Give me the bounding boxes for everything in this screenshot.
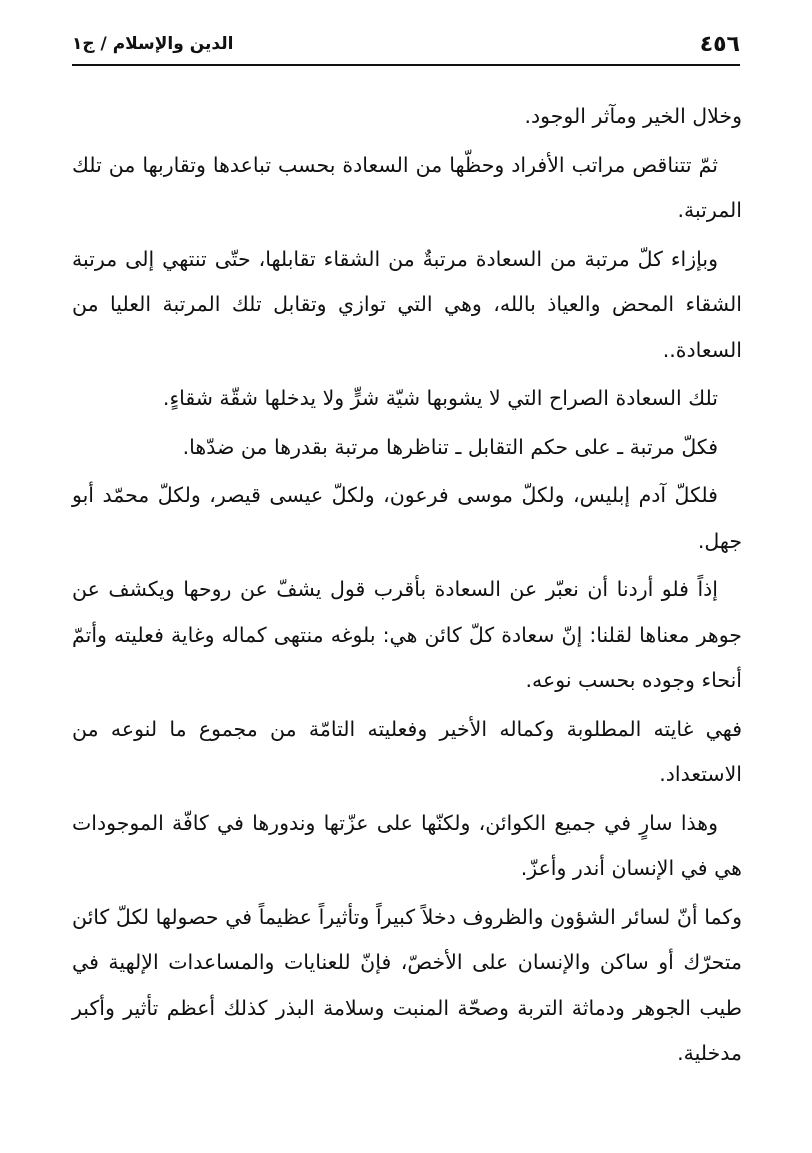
page-header — [72, 30, 740, 60]
running-title: الدين والإسلام / ج١ — [72, 34, 234, 54]
paragraph: ثمّ تتناقص مراتب الأفراد وحظّها من السعادة بحسب تباعدها وتقاربها من تلك المرتبة. — [72, 152, 742, 222]
paragraph: وبإزاء كلّ مرتبة من السعادة مرتبةٌ من الشقاء تقابلها، حتّى تنتهي إلى مرتبة الشقاء المحض والعياذ بالله، وهي التي توازي وتقابل تلك المرتبة العليا من السعادة.. — [72, 246, 742, 362]
paragraph: فكلّ مرتبة ـ على حكم التقابل ـ تناظرها مرتبة بقدرها من ضدّها. — [182, 434, 718, 459]
body-text — [72, 94, 742, 1080]
paragraph: وهذا سارٍ في جميع الكوائن، ولكنّها على عزّتها وندورها في كافّة الموجودات هي في الإنسان أندر وأعزّ. — [72, 810, 742, 880]
paragraph: فلكلّ آدم إبليس، ولكلّ موسى فرعون، ولكلّ عيسى قيصر، ولكلّ محمّد أبو جهل. — [72, 483, 742, 553]
page-number: ٤٥٦ — [699, 32, 740, 57]
paragraph: وخلال الخير ومآثر الوجود. — [524, 104, 742, 128]
paragraph: إذاً فلو أردنا أن نعبّر عن السعادة بأقرب قول يشفّ عن روحها ويكشف عن جوهر معناها لقلنا: إنّ سعادة كلّ كائن هي: بلوغه منتهى كماله وغاية فعليته وأتمّ أنحاء وجوده بحسب نوعه. — [72, 577, 742, 692]
header-divider — [72, 64, 740, 66]
paragraph: تلك السعادة الصراح التي لا يشوبها شيّة شرٍّ ولا يدخلها شقّة شقاءٍ. — [162, 386, 718, 410]
paragraph: وكما أنّ لسائر الشؤون والظروف دخلاً كبيراً وتأثيراً عظيماً في حصولها لكلّ كائن متحرّك أو ساكن والإنسان على الأخصّ، فإنّ للعنايات والمساعدات الإلهية في طيب الجوهر ودماثة التربة وصحّة المنبت وسلامة البذر كذلك أعظم تأثير وأكبر مدخلية. — [72, 904, 742, 1065]
paragraph: فهي غايته المطلوبة وكماله الأخير وفعليته التامّة من مجموع ما لنوعه من الاستعداد. — [72, 716, 742, 786]
